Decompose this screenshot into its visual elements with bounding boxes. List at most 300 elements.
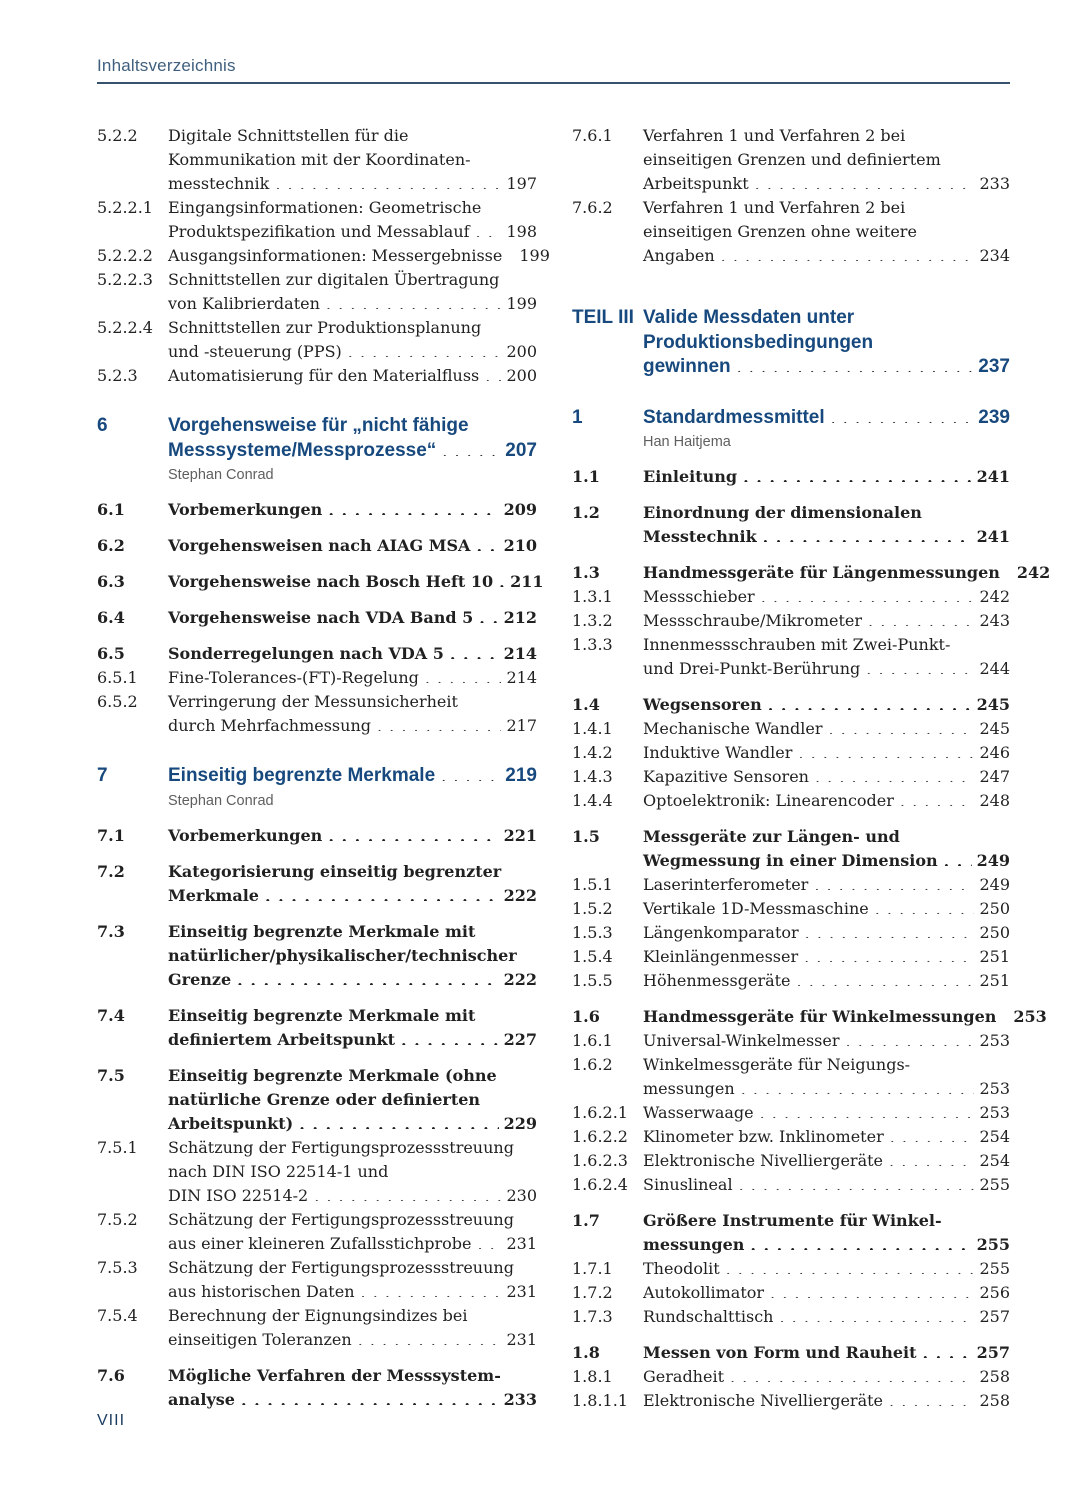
entry-title-line: Einseitig begrenzte Merkmale (ohne bbox=[168, 1065, 497, 1085]
dot-leader bbox=[755, 173, 975, 189]
entry-title-line: Ausgangsinformationen: Messergebnisse bbox=[168, 246, 503, 265]
entry-title bbox=[168, 124, 537, 196]
entry-number: 5.2.2.3 bbox=[97, 270, 153, 289]
entry-title bbox=[643, 765, 1010, 789]
entry-number: 7 bbox=[97, 765, 108, 786]
toc-entry-1-4-4 bbox=[572, 789, 1010, 813]
toc-entry-1-3-3 bbox=[572, 633, 1010, 681]
entry-title-line: Höhenmessgeräte bbox=[643, 971, 791, 990]
dot-leader bbox=[299, 1113, 498, 1129]
entry-title-line: Laserinterferometer bbox=[643, 875, 809, 894]
entry-number: 1.7.2 bbox=[572, 1283, 613, 1302]
dot-leader bbox=[425, 667, 502, 683]
dot-leader bbox=[828, 718, 974, 734]
entry-number: 7.5.1 bbox=[97, 1137, 138, 1157]
entry-title-line: Längenkomparator bbox=[643, 923, 799, 942]
entry-page-number: 258 bbox=[979, 1367, 1010, 1386]
entry-title-line: Messschraube/Mikrometer bbox=[643, 611, 863, 630]
entry-number: 5.2.2.2 bbox=[97, 246, 153, 265]
entry-page-number: 199 bbox=[519, 246, 550, 265]
entry-title bbox=[643, 969, 1010, 993]
entry-title-line: Elektronische Nivelliergeräte bbox=[643, 1151, 884, 1170]
entry-last-line bbox=[643, 1125, 1010, 1149]
entry-page-number: 246 bbox=[979, 743, 1010, 762]
entry-last-line bbox=[643, 1365, 1010, 1389]
entry-page-number: 227 bbox=[503, 1029, 537, 1049]
dot-leader bbox=[265, 885, 499, 901]
entry-number: 7.2 bbox=[97, 861, 125, 881]
entry-page-number: 254 bbox=[979, 1127, 1010, 1146]
dot-leader bbox=[1006, 562, 1012, 578]
entry-title-line: Einleitung bbox=[643, 467, 738, 486]
entry-title-line: Einseitig begrenzte Merkmale mit bbox=[168, 1005, 476, 1025]
entry-last-line bbox=[643, 945, 1010, 969]
entry-title bbox=[643, 1389, 1010, 1413]
entry-last-line bbox=[168, 1184, 537, 1208]
toc-entry-1-5-4 bbox=[572, 945, 1010, 969]
entry-last-line bbox=[643, 525, 1010, 549]
entry-last-line bbox=[168, 884, 537, 908]
entry-title bbox=[643, 825, 1010, 873]
entry-number: 1.5.5 bbox=[572, 971, 613, 990]
entry-title bbox=[168, 1136, 537, 1208]
entry-number: 5.2.2.1 bbox=[97, 198, 153, 217]
toc-entry-1-4-2 bbox=[572, 741, 1010, 765]
entry-page-number: 242 bbox=[979, 587, 1010, 606]
entry-title-line: Wasserwaage bbox=[643, 1103, 754, 1122]
entry-title-line: Winkelmessgeräte für Neigungs- bbox=[643, 1055, 911, 1074]
toc-entry-7-1 bbox=[97, 824, 537, 848]
toc-entry-1-7-1 bbox=[572, 1257, 1010, 1281]
entry-number: 1.3 bbox=[572, 563, 600, 582]
entry-last-line bbox=[168, 606, 537, 630]
entry-title bbox=[168, 570, 544, 594]
dot-leader bbox=[944, 850, 972, 866]
entry-title-line: Messtechnik bbox=[643, 527, 757, 546]
entry-title-line: Theodolit bbox=[643, 1259, 720, 1278]
entry-page-number: 214 bbox=[503, 644, 537, 663]
entry-last-line bbox=[168, 244, 550, 268]
toc-entry-1-4-3 bbox=[572, 765, 1010, 789]
entry-title-line: Standardmessmittel bbox=[643, 406, 825, 428]
entry-title-line: Produktspezifikation und Messablauf bbox=[168, 222, 470, 241]
toc-entry-6-1 bbox=[97, 498, 537, 522]
entry-title-line: Messgeräte zur Längen- und bbox=[643, 827, 900, 846]
entry-last-line bbox=[168, 220, 537, 244]
toc-entry-7-5-3 bbox=[97, 1256, 537, 1304]
dot-leader bbox=[499, 571, 505, 587]
folio-page-number: VIII bbox=[97, 1412, 126, 1429]
entry-last-line bbox=[643, 1341, 1010, 1365]
entry-title-line: einseitigen Grenzen ohne weitere bbox=[643, 222, 917, 241]
toc-entry-7-2 bbox=[97, 860, 537, 908]
entry-title-line: Angaben bbox=[643, 246, 715, 265]
entry-number: 1.4.2 bbox=[572, 743, 613, 762]
entry-last-line bbox=[643, 873, 1010, 897]
entry-title-line: Sinuslineal bbox=[643, 1175, 733, 1194]
entry-last-line bbox=[168, 764, 537, 789]
entry-last-line bbox=[643, 1101, 1010, 1125]
entry-title bbox=[168, 364, 537, 388]
entry-title bbox=[643, 124, 1010, 196]
entry-last-line bbox=[643, 1005, 1047, 1029]
entry-number: 1.7.1 bbox=[572, 1259, 613, 1278]
entry-last-line bbox=[168, 570, 544, 594]
entry-title bbox=[168, 920, 537, 992]
toc-entry-1-7-3 bbox=[572, 1305, 1010, 1329]
entry-title-line: Kleinlängenmesser bbox=[643, 947, 799, 966]
entry-title bbox=[643, 633, 1010, 681]
entry-title-line: nach DIN ISO 22514-1 und bbox=[168, 1161, 389, 1181]
entry-title bbox=[643, 585, 1010, 609]
entry-title bbox=[643, 1149, 1010, 1173]
entry-title bbox=[168, 244, 550, 268]
entry-number: 1.3.1 bbox=[572, 587, 613, 606]
entry-title-line: Schnittstellen zur Produktionsplanung bbox=[168, 318, 482, 337]
entry-page-number: 233 bbox=[979, 174, 1010, 193]
entry-last-line bbox=[643, 789, 1010, 813]
toc-entry-5-2-2 bbox=[97, 124, 537, 196]
entry-page-number: 257 bbox=[979, 1307, 1010, 1326]
entry-title-line: Induktive Wandler bbox=[643, 743, 793, 762]
entry-title bbox=[168, 860, 537, 908]
entry-number: 1.3.3 bbox=[572, 635, 613, 654]
entry-title-line: Valide Messdaten unter bbox=[643, 307, 855, 328]
entry-last-line bbox=[168, 1112, 537, 1136]
entry-title-line: von Kalibrierdaten bbox=[168, 294, 320, 313]
entry-number: TEIL III bbox=[572, 307, 634, 328]
entry-title bbox=[643, 1365, 1010, 1389]
entry-page-number: 209 bbox=[503, 500, 537, 519]
toc-entry-1-8-1 bbox=[572, 1365, 1010, 1389]
entry-title-line: Verfahren 1 und Verfahren 2 bei bbox=[643, 198, 906, 217]
toc-entry-7-6 bbox=[97, 1364, 537, 1412]
toc-entry-1-3 bbox=[572, 561, 1051, 585]
entry-last-line bbox=[168, 534, 537, 558]
entry-title-line: Schätzung der Fertigungsprozessstreuung bbox=[168, 1209, 514, 1229]
entry-number: 1.4.1 bbox=[572, 719, 613, 738]
toc-entry-1-4-1 bbox=[572, 717, 1010, 741]
entry-last-line bbox=[643, 1077, 1010, 1101]
entry-number: 1.6.2.3 bbox=[572, 1151, 628, 1170]
entry-last-line bbox=[643, 765, 1010, 789]
entry-page-number: 257 bbox=[976, 1343, 1010, 1362]
entry-last-line bbox=[168, 439, 537, 464]
entry-title-line: Messen von Form und Rauheit bbox=[643, 1343, 917, 1362]
entry-title-line: Vorbemerkungen bbox=[168, 500, 323, 519]
entry-page-number: 198 bbox=[506, 222, 537, 241]
entry-number: 7.3 bbox=[97, 921, 125, 941]
entry-title-line: Berechnung der Eignungsindizes bei bbox=[168, 1305, 468, 1325]
toc-entry-1-6-2-3 bbox=[572, 1149, 1010, 1173]
toc-entry-6-3 bbox=[97, 570, 544, 594]
dot-leader bbox=[763, 526, 972, 542]
entry-title-line: Vorgehensweise nach VDA Band 5 bbox=[168, 608, 474, 627]
entry-title bbox=[643, 406, 1010, 431]
entry-page-number: 253 bbox=[979, 1103, 1010, 1122]
dot-leader bbox=[743, 466, 972, 482]
toc-entry-1-5-1 bbox=[572, 873, 1010, 897]
entry-title bbox=[168, 824, 537, 848]
entry-page-number: 233 bbox=[503, 1389, 537, 1409]
dot-leader bbox=[442, 440, 500, 456]
entry-last-line bbox=[643, 657, 1010, 681]
entry-last-line bbox=[168, 1232, 537, 1256]
entry-number: 5.2.2.4 bbox=[97, 318, 153, 337]
entry-page-number: 219 bbox=[505, 765, 537, 786]
entry-title-line: Einseitig begrenzte Merkmale bbox=[168, 765, 436, 786]
entry-number: 1.8.1.1 bbox=[572, 1391, 628, 1410]
entry-number: 7.6 bbox=[97, 1365, 125, 1385]
toc-entry-1-5-3 bbox=[572, 921, 1010, 945]
entry-page-number: 256 bbox=[979, 1283, 1010, 1302]
entry-title bbox=[643, 1053, 1010, 1101]
entry-title bbox=[168, 606, 537, 630]
dot-leader bbox=[358, 1329, 502, 1345]
entry-page-number: 210 bbox=[503, 536, 537, 555]
entry-title-line: Vorbemerkungen bbox=[168, 825, 323, 845]
entry-title-line: Autokollimator bbox=[643, 1283, 765, 1302]
entry-title bbox=[168, 690, 537, 738]
toc-entry-7-5-2 bbox=[97, 1208, 537, 1256]
toc-columns bbox=[97, 124, 1051, 1413]
dot-leader bbox=[770, 1282, 974, 1298]
entry-page-number: 243 bbox=[979, 611, 1010, 630]
entry-last-line bbox=[168, 1028, 537, 1052]
entry-last-line bbox=[643, 406, 1010, 431]
entry-page-number: 245 bbox=[976, 695, 1010, 714]
dot-leader bbox=[326, 293, 502, 309]
toc-entry-5-2-2-3 bbox=[97, 268, 537, 316]
entry-title-line: einseitigen Grenzen und definiertem bbox=[643, 150, 941, 169]
entry-title-line: gewinnen bbox=[643, 356, 731, 377]
entry-title-line: einseitigen Toleranzen bbox=[168, 1329, 352, 1349]
entry-title bbox=[643, 1209, 1010, 1257]
entry-page-number: 255 bbox=[979, 1175, 1010, 1194]
toc-entry-1-8 bbox=[572, 1341, 1010, 1365]
entry-title-line: Einordnung der dimensionalen bbox=[643, 503, 922, 522]
toc-entry-7 bbox=[97, 764, 537, 789]
entry-title-line: Vorgehensweise für „nicht fähige bbox=[168, 415, 469, 436]
entry-page-number: 230 bbox=[506, 1185, 537, 1205]
dot-leader bbox=[508, 245, 514, 261]
entry-page-number: 247 bbox=[979, 767, 1010, 786]
entry-title bbox=[643, 501, 1010, 549]
dot-leader bbox=[815, 766, 974, 782]
entry-page-number: 241 bbox=[976, 467, 1010, 486]
entry-title-line: Sonderregelungen nach VDA 5 bbox=[168, 644, 444, 663]
toc-entry-1-4 bbox=[572, 693, 1010, 717]
entry-last-line bbox=[643, 1233, 1010, 1257]
entry-last-line bbox=[643, 1281, 1010, 1305]
dot-leader bbox=[900, 790, 975, 806]
toc-entry-6-2 bbox=[97, 534, 537, 558]
toc-entry-5-2-2-2 bbox=[97, 244, 550, 268]
entry-number: 6.5 bbox=[97, 644, 125, 663]
dot-leader bbox=[805, 922, 975, 938]
dot-leader bbox=[485, 365, 501, 381]
entry-last-line bbox=[643, 585, 1010, 609]
dot-leader bbox=[476, 221, 502, 237]
entry-page-number: 222 bbox=[503, 969, 537, 989]
entry-title-line: Wegmessung in einer Dimension bbox=[643, 851, 938, 870]
entry-page-number: 249 bbox=[976, 851, 1010, 870]
entry-page-number: 197 bbox=[506, 174, 537, 193]
toc-entry-1-1 bbox=[572, 465, 1010, 489]
entry-title-line: Größere Instrumente für Winkel- bbox=[643, 1211, 942, 1230]
toc-column-right bbox=[572, 124, 1051, 1413]
entry-page-number: 245 bbox=[979, 719, 1010, 738]
toc-entry-7-6-1 bbox=[572, 124, 1010, 196]
entry-title bbox=[643, 717, 1010, 741]
entry-title-line: Elektronische Nivelliergeräte bbox=[643, 1391, 884, 1410]
entry-page-number: 249 bbox=[979, 875, 1010, 894]
entry-page-number: 199 bbox=[506, 294, 537, 313]
entry-number: 6.5.2 bbox=[97, 692, 138, 711]
entry-title-line: Eingangsinformationen: Geometrische bbox=[168, 198, 482, 217]
entry-title bbox=[168, 764, 537, 789]
entry-last-line bbox=[168, 714, 537, 738]
entry-title-line: und Drei-Punkt-Berührung bbox=[643, 659, 861, 678]
toc-entry-1-6-2 bbox=[572, 1053, 1010, 1101]
entry-title bbox=[168, 1004, 537, 1052]
entry-page-number: 229 bbox=[503, 1113, 537, 1133]
entry-title-line: Schätzung der Fertigungsprozessstreuung bbox=[168, 1137, 514, 1157]
toc-column-left bbox=[97, 124, 550, 1412]
entry-title-line: Handmessgeräte für Winkelmessungen bbox=[643, 1007, 997, 1026]
entry-number: 1.5 bbox=[572, 827, 600, 846]
dot-leader bbox=[831, 407, 974, 423]
entry-number: 6 bbox=[97, 415, 108, 436]
entry-last-line bbox=[643, 244, 1010, 268]
toc-entry-1-6-2-2 bbox=[572, 1125, 1010, 1149]
dot-leader bbox=[237, 969, 498, 985]
dot-leader bbox=[750, 1234, 971, 1250]
entry-title-line: Vorgehensweisen nach AIAG MSA bbox=[168, 536, 471, 555]
entry-number: 7.5 bbox=[97, 1065, 125, 1085]
entry-title-line: Mechanische Wandler bbox=[643, 719, 823, 738]
entry-page-number: 200 bbox=[506, 366, 537, 385]
toc-entry-1-3-1 bbox=[572, 585, 1010, 609]
entry-title-line: Produktionsbedingungen bbox=[643, 331, 874, 353]
entry-number: 6.3 bbox=[97, 572, 125, 591]
entry-title-line: Einseitig begrenzte Merkmale mit bbox=[168, 921, 476, 941]
entry-title-line: messungen bbox=[643, 1079, 735, 1098]
entry-title bbox=[643, 1341, 1010, 1365]
entry-title-line: messungen bbox=[643, 1235, 745, 1254]
entry-page-number: 237 bbox=[978, 356, 1010, 377]
dot-leader bbox=[314, 1185, 501, 1201]
entry-title-line: Arbeitspunkt bbox=[643, 174, 749, 193]
dot-leader bbox=[730, 1366, 974, 1382]
entry-number: 1.6.1 bbox=[572, 1031, 613, 1050]
entry-last-line bbox=[643, 172, 1010, 196]
entry-title-line: Schnittstellen zur digitalen Übertragung bbox=[168, 270, 500, 289]
entry-page-number: 241 bbox=[976, 527, 1010, 546]
toc-entry-1-8-1-1 bbox=[572, 1389, 1010, 1413]
dot-leader bbox=[328, 825, 498, 841]
toc-entry-7-5 bbox=[97, 1064, 537, 1136]
page-header bbox=[97, 56, 1010, 84]
entry-title-line: Innenmessschrauben mit Zwei-Punkt- bbox=[643, 635, 951, 654]
entry-title-line: aus einer kleineren Zufallsstichprobe bbox=[168, 1233, 472, 1253]
entry-title-line: definiertem Arbeitspunkt bbox=[168, 1029, 396, 1049]
toc-entry-7-4 bbox=[97, 1004, 537, 1052]
dot-leader bbox=[348, 341, 502, 357]
toc-entry-1-3-2 bbox=[572, 609, 1010, 633]
entry-page-number: 244 bbox=[979, 659, 1010, 678]
entry-page-number: 231 bbox=[506, 1233, 537, 1253]
entry-title bbox=[168, 316, 537, 364]
entry-page-number: 207 bbox=[505, 439, 537, 461]
entry-number: 1.8.1 bbox=[572, 1367, 613, 1386]
dot-leader bbox=[737, 356, 974, 372]
entry-number: 1.8 bbox=[572, 1343, 600, 1362]
dot-leader bbox=[726, 1258, 975, 1274]
entry-number: 1.5.3 bbox=[572, 923, 613, 942]
toc-entry-6-5-2 bbox=[97, 690, 537, 738]
entry-number: 7.6.1 bbox=[572, 126, 613, 145]
entry-page-number: 250 bbox=[979, 923, 1010, 942]
entry-last-line bbox=[168, 498, 537, 522]
dot-leader bbox=[479, 607, 498, 623]
dot-leader bbox=[450, 643, 499, 659]
entry-number: 1.5.1 bbox=[572, 875, 613, 894]
entry-last-line bbox=[643, 1173, 1010, 1197]
entry-title bbox=[643, 306, 1010, 380]
entry-title-line: Optoelektronik: Linearencoder bbox=[643, 791, 894, 810]
entry-last-line bbox=[643, 609, 1010, 633]
entry-last-line bbox=[168, 1328, 537, 1352]
entry-title bbox=[168, 1064, 537, 1136]
dot-leader bbox=[377, 715, 501, 731]
entry-title-line: Automatisierung für den Materialfluss bbox=[168, 366, 480, 385]
entry-title-line: Handmessgeräte für Längenmessungen bbox=[643, 563, 1000, 582]
entry-last-line bbox=[168, 292, 537, 316]
entry-title bbox=[643, 789, 1010, 813]
entry-last-line bbox=[643, 969, 1010, 993]
dot-leader bbox=[846, 1030, 975, 1046]
entry-title bbox=[643, 921, 1010, 945]
dot-leader bbox=[478, 1233, 502, 1249]
entry-title bbox=[643, 196, 1010, 268]
entry-page-number: 221 bbox=[503, 825, 537, 845]
entry-number: 7.4 bbox=[97, 1005, 125, 1025]
toc-entry-7-3 bbox=[97, 920, 537, 992]
toc-entry-1-5-5 bbox=[572, 969, 1010, 993]
entry-title-line: natürlicher/physikalischer/technischer bbox=[168, 945, 517, 965]
entry-last-line bbox=[643, 355, 1010, 380]
entry-last-line bbox=[643, 849, 1010, 873]
entry-title-line: Rundschalttisch bbox=[643, 1307, 774, 1326]
entry-page-number: 211 bbox=[510, 572, 544, 591]
entry-last-line bbox=[643, 1257, 1010, 1281]
entry-last-line bbox=[643, 1149, 1010, 1173]
entry-title bbox=[643, 1029, 1010, 1053]
entry-title bbox=[168, 642, 537, 666]
entry-number: 5.2.2 bbox=[97, 126, 138, 145]
toc-entry-1-5-2 bbox=[572, 897, 1010, 921]
entry-last-line bbox=[168, 172, 537, 196]
entry-title bbox=[643, 465, 1010, 489]
entry-page-number: 214 bbox=[506, 668, 537, 687]
entry-title bbox=[168, 666, 537, 690]
entry-page-number: 253 bbox=[979, 1031, 1010, 1050]
dot-leader bbox=[328, 499, 498, 515]
toc-entry-5-2-2-4 bbox=[97, 316, 537, 364]
entry-title bbox=[643, 945, 1010, 969]
entry-last-line bbox=[168, 1388, 537, 1412]
